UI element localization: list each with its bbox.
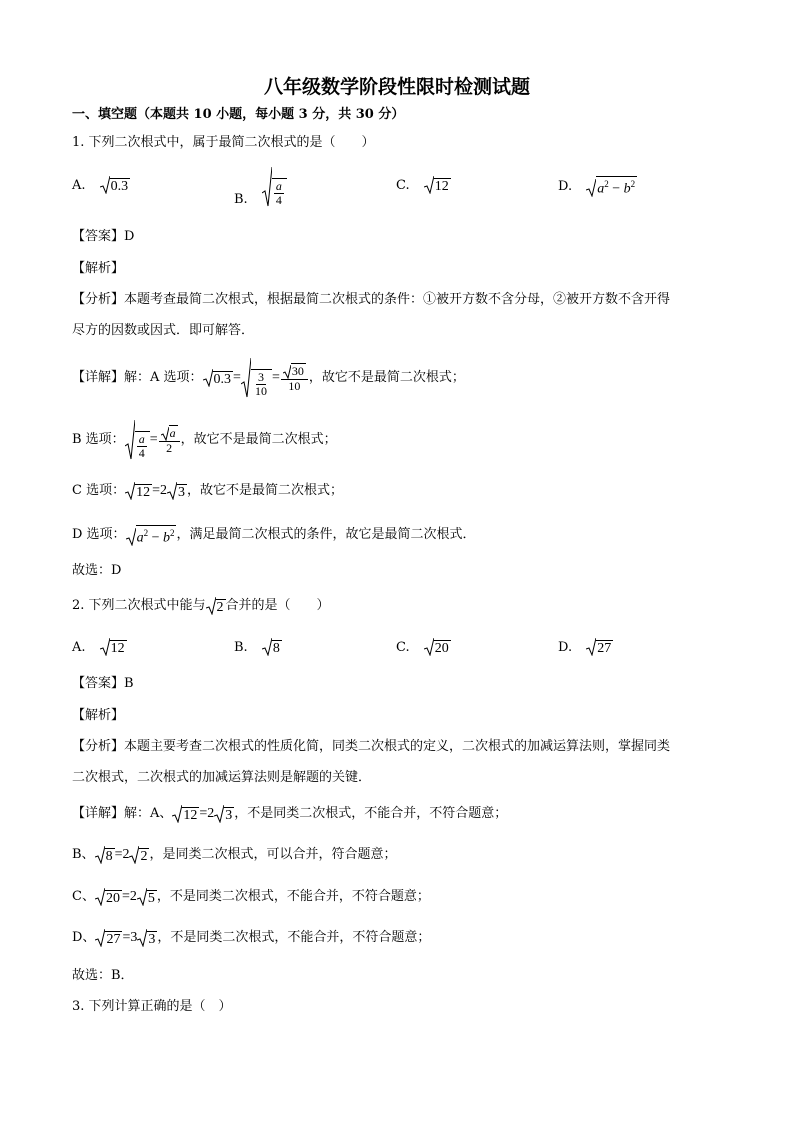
option-label: C.	[396, 177, 410, 193]
q1-detail-c: C 选项： 12 = 2 3 ，故它不是最简二次根式；	[72, 483, 344, 500]
q1-option-b	[234, 167, 287, 207]
sqrt-expression: 12	[125, 482, 152, 500]
q1-option-c	[396, 176, 451, 195]
sqrt-expression: 12	[172, 805, 199, 823]
q1-detail-d: D 选项： $a^2 - b^2$ ，满足最简二次根式的条件，故它是最简二次根式．	[72, 525, 475, 546]
radical-sign-icon	[262, 638, 272, 656]
q2-analysis-heading: 【解析】	[72, 708, 125, 723]
radical-sign-icon	[214, 805, 224, 823]
section-heading: 一、填空题（本题共 10 小题，每小题 3 分，共 30 分）	[72, 107, 405, 122]
sqrt-expression: $\frac{a}{4}$	[262, 167, 287, 207]
q1-detail-a: 【详解】解：A 选项： 0.3 = $\frac{3}{10}$ = $\frac{30}{10}$ ，故它不是最简二次根式；	[72, 358, 465, 398]
q2-stem: 2. 下列二次根式中能与 2 合并的是（ ）	[72, 598, 330, 615]
sqrt-expression: 8	[262, 638, 282, 656]
q1-stem: 1. 下列二次根式中，属于最简二次根式的是（ ）	[72, 135, 375, 150]
radical-sign-icon	[172, 805, 182, 823]
q1-analysis-line-2: 尽方的因数或因式．即可解答．	[72, 323, 255, 338]
radical-sign-icon	[95, 929, 105, 947]
sqrt-expression: 3	[214, 805, 234, 823]
q2-detail-c: C、 20 = 2 5 ，不是同类二次根式，不能合并，不符合题意；	[72, 889, 430, 906]
fraction: $\frac{30}{10}$	[281, 363, 308, 393]
radical-sign-icon	[161, 427, 169, 441]
q2-option-a: A. 12	[72, 639, 125, 656]
radical-sign-icon	[95, 888, 105, 906]
radical-sign-icon	[137, 929, 147, 947]
radical-sign-icon	[424, 638, 434, 656]
q1-analysis-heading: 【解析】	[72, 261, 125, 276]
q3-stem: 3. 下列计算正确的是（ ）	[72, 999, 232, 1014]
radical-sign-icon	[129, 846, 139, 864]
sqrt-expression: 5	[137, 888, 157, 906]
radical-sign-icon	[100, 176, 110, 194]
q1-option-a	[72, 176, 130, 195]
sqrt-expression: 27	[586, 638, 613, 656]
page-title: 八年级数学阶段性限时检测试题	[263, 76, 530, 98]
sqrt-expression: 0.3	[100, 176, 131, 194]
q1-analysis-line-1: 【分析】本题考查最简二次根式，根据最简二次根式的条件：①被开方数不含分母，②被开方数不含开得	[72, 292, 671, 307]
q1-answer: 【答案】D	[72, 229, 135, 244]
radical-sign-icon	[206, 597, 216, 615]
radical-sign-icon	[126, 528, 136, 546]
q2-detail-a: 【详解】解：A、 12 = 2 3 ，不是同类二次根式，不能合并，不符合题意；	[72, 806, 508, 823]
radical-sign-icon	[167, 482, 177, 500]
q1-choose: 故选：D	[72, 563, 122, 578]
radical-sign-icon	[203, 369, 213, 387]
radical-sign-icon	[137, 888, 147, 906]
radical-sign-icon	[586, 179, 596, 197]
option-label: D.	[558, 178, 573, 194]
sqrt-expression: 20	[95, 888, 122, 906]
option-label: A.	[72, 177, 86, 193]
q2-option-c: C. 20	[396, 639, 449, 656]
q2-option-b: B. 8	[234, 639, 280, 656]
sqrt-expression: 12	[100, 638, 127, 656]
radical-sign-icon	[125, 482, 135, 500]
q2-option-d: D. 27	[558, 639, 612, 656]
q2-analysis-line-2: 二次根式，二次根式的加减运算法则是解题的关键．	[72, 770, 372, 785]
q1-detail-b: B 选项： $\frac{a}{4}$ = $\frac{a}{2}$ ，故它不是最简二次根式；	[72, 420, 337, 460]
sqrt-expression: $a^2 - b^2$	[126, 525, 177, 546]
radical-sign-icon	[424, 176, 434, 194]
sqrt-expression: $\frac{a}{4}$	[125, 420, 150, 460]
sqrt-expression: 20	[424, 638, 451, 656]
radical-sign-icon	[100, 638, 110, 656]
q2-answer: 【答案】B	[72, 676, 134, 691]
sqrt-expression: 12	[424, 176, 451, 194]
q2-analysis-line-1: 【分析】本题主要考查二次根式的性质化简，同类二次根式的定义，二次根式的加减运算法则，掌握同类	[72, 739, 671, 754]
q2-choose: 故选：B．	[72, 968, 134, 983]
sqrt-expression: $\frac{3}{10}$	[241, 358, 272, 398]
radical-sign-icon	[283, 365, 291, 379]
q2-detail-d: D、 27 = 3 3 ，不是同类二次根式，不能合并，不符合题意；	[72, 930, 431, 947]
sqrt-expression: 3	[167, 482, 187, 500]
sqrt-expression: $a^2 - b^2$	[586, 176, 637, 197]
sqrt-expression: 2	[129, 846, 149, 864]
sqrt-expression: 8	[95, 846, 115, 864]
q2-detail-b: B、 8 = 2 2 ，是同类二次根式，可以合并，符合题意；	[72, 847, 397, 864]
sqrt-expression: 27	[95, 929, 122, 947]
radical-sign-icon	[241, 358, 251, 398]
radical-sign-icon	[262, 167, 272, 207]
sqrt-expression: 3	[137, 929, 157, 947]
q1-option-d	[558, 176, 637, 197]
radical-sign-icon	[586, 638, 596, 656]
fraction: $\frac{a}{2}$	[159, 425, 180, 455]
sqrt-expression: 0.3	[203, 369, 234, 387]
option-label: B.	[234, 191, 248, 207]
radical-sign-icon	[125, 420, 135, 460]
radical-sign-icon	[95, 846, 105, 864]
sqrt-expression: 2	[206, 597, 226, 615]
